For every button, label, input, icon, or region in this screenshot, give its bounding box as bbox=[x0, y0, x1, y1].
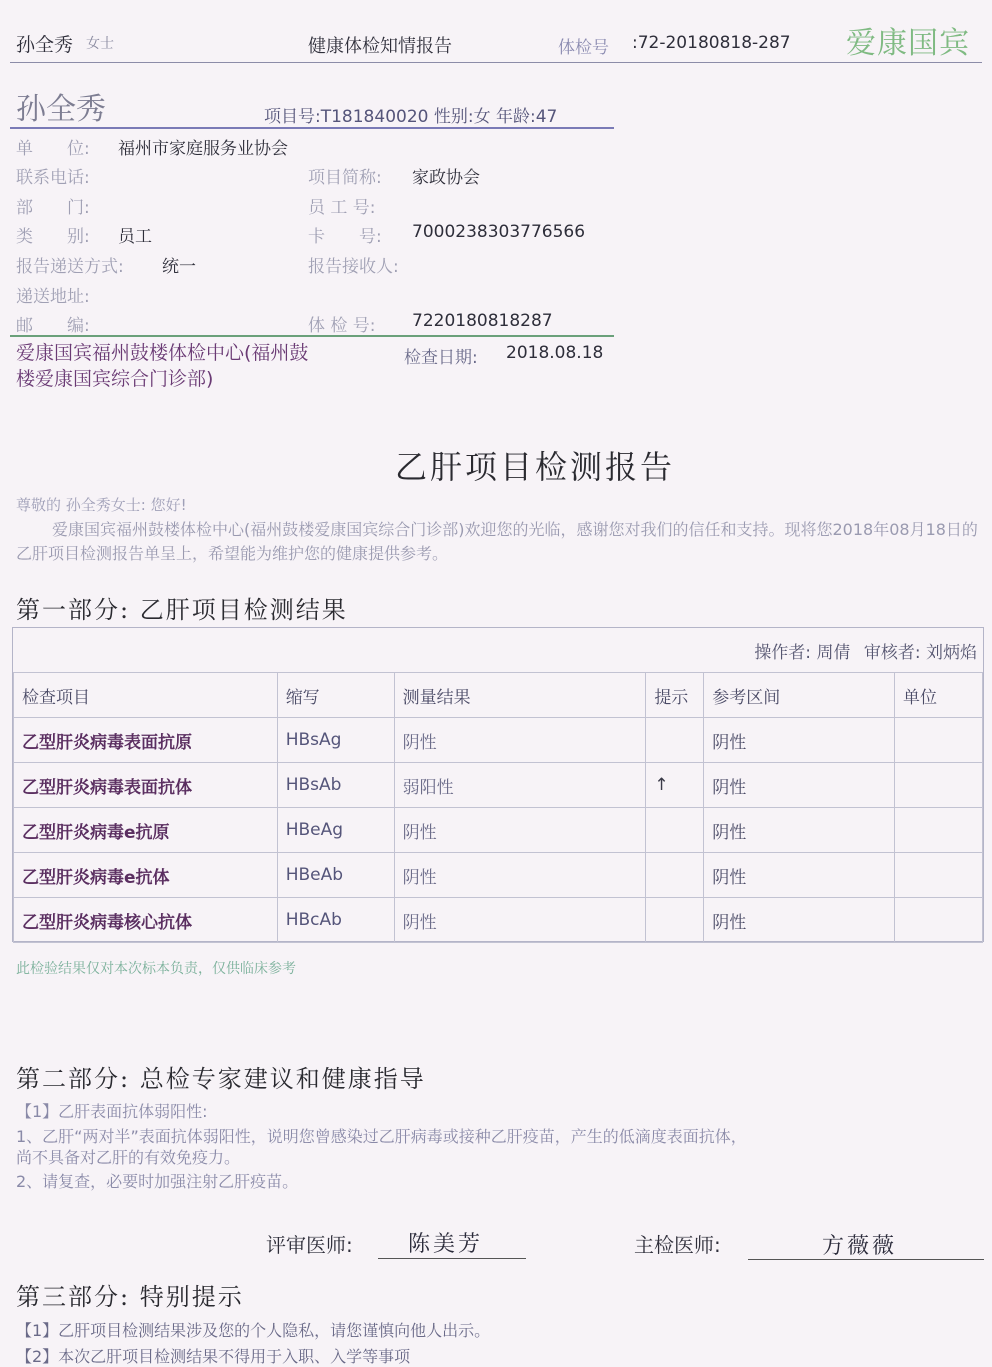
col-header-result: 测量结果 bbox=[394, 673, 646, 718]
operator-info bbox=[746, 638, 977, 663]
cell-abbr: HBeAb bbox=[277, 853, 394, 898]
cell-abbr: HBsAg bbox=[277, 718, 394, 763]
header-exam-no-label: 体检号 bbox=[558, 38, 609, 58]
cell-unit bbox=[895, 853, 983, 898]
results-table-box bbox=[12, 627, 984, 942]
notice-item-2: 【2】本次乙肝项目检测结果不得用于入职、入学等事项 bbox=[16, 1347, 411, 1366]
patient-meta: 项目号:T181840020 性别:女 年龄:47 bbox=[264, 107, 558, 127]
table-row bbox=[14, 853, 983, 898]
patient-name-underline bbox=[10, 127, 614, 129]
cell-abbr: HBcAb bbox=[277, 898, 394, 943]
col-header-item: 检查项目 bbox=[14, 673, 278, 718]
advice-line-3: 2、请复查，必要时加强注射乙肝疫苗。 bbox=[16, 1172, 299, 1191]
table-row bbox=[14, 718, 983, 763]
header-exam-no: :72-20180818-287 bbox=[632, 33, 791, 53]
cell-item: 乙型肝炎病毒表面抗体 bbox=[14, 763, 278, 808]
header-divider bbox=[10, 62, 982, 63]
cell-hint bbox=[646, 898, 704, 943]
table-row bbox=[14, 808, 983, 853]
col-header-unit: 单位 bbox=[895, 673, 983, 718]
phone-label: 联系电话: bbox=[16, 168, 90, 188]
reviewer: 审核者: 刘炳焰 bbox=[863, 643, 977, 663]
cell-ref: 阴性 bbox=[704, 853, 895, 898]
brand-logo: 爱康国宾 bbox=[846, 26, 970, 61]
results-table bbox=[13, 672, 983, 943]
patient-info-divider bbox=[10, 335, 614, 337]
reviewer-signature-line bbox=[378, 1258, 526, 1259]
cell-item: 乙型肝炎病毒表面抗原 bbox=[14, 718, 278, 763]
advice-heading: 【1】乙肝表面抗体弱阳性: bbox=[16, 1102, 208, 1121]
exam-center-name: 爱康国宾福州鼓楼体检中心(福州鼓楼爱康国宾综合门诊部) bbox=[16, 342, 309, 390]
cell-item: 乙型肝炎病毒e抗原 bbox=[14, 808, 278, 853]
cell-ref: 阴性 bbox=[704, 898, 895, 943]
table-row bbox=[14, 898, 983, 943]
col-header-hint: 提示 bbox=[646, 673, 704, 718]
report-title: 乙肝项目检测报告 bbox=[394, 448, 675, 486]
greeting: 尊敬的 孙全秀女士: 您好! bbox=[16, 496, 187, 514]
postcode-label: 邮 编: bbox=[16, 316, 90, 336]
delivery-method-label: 报告递送方式: bbox=[16, 257, 124, 277]
cell-result: 阴性 bbox=[394, 853, 646, 898]
part1-title: 第一部分: 乙肝项目检测结果 bbox=[16, 596, 348, 624]
employee-no-label: 员 工 号: bbox=[308, 198, 376, 218]
cell-item: 乙型肝炎病毒e抗体 bbox=[14, 853, 278, 898]
cell-result: 阴性 bbox=[394, 808, 646, 853]
header-name: 孙全秀 bbox=[16, 34, 74, 56]
col-header-abbr: 缩写 bbox=[277, 673, 394, 718]
col-header-ref: 参考区间 bbox=[704, 673, 895, 718]
cell-hint bbox=[646, 718, 704, 763]
cell-hint bbox=[646, 853, 704, 898]
exam-no-label: 体 检 号: bbox=[308, 316, 376, 336]
patient-name: 孙全秀 bbox=[16, 92, 106, 127]
chief-doctor-label: 主检医师: bbox=[634, 1233, 721, 1257]
exam-date-label: 检查日期: bbox=[404, 348, 478, 368]
recipient-label: 报告接收人: bbox=[308, 257, 399, 277]
cell-result: 阴性 bbox=[394, 718, 646, 763]
exam-date-value: 2018.08.18 bbox=[506, 343, 604, 363]
cell-result: 阴性 bbox=[394, 898, 646, 943]
chief-signature-line bbox=[748, 1259, 984, 1260]
cell-ref: 阴性 bbox=[704, 718, 895, 763]
operator: 操作者: 周倩 bbox=[754, 643, 851, 663]
part3-title: 第三部分: 特别提示 bbox=[16, 1283, 244, 1311]
delivery-address-label: 递送地址: bbox=[16, 287, 90, 307]
result-disclaimer: 此检验结果仅对本次标本负责，仅供临床参考 bbox=[16, 961, 296, 977]
cell-abbr: HBsAb bbox=[277, 763, 394, 808]
table-row bbox=[14, 763, 983, 808]
unit-value: 福州市家庭服务业协会 bbox=[118, 139, 288, 159]
card-no-label: 卡 号: bbox=[308, 227, 382, 247]
advice-line-2: 尚不具备对乙肝的有效免疫力。 bbox=[16, 1148, 241, 1167]
advice-line-1: 1、乙肝“两对半”表面抗体弱阳性，说明您曾感染过乙肝病毒或接种乙肝疫苗，产生的低滴度表面抗体， bbox=[16, 1127, 747, 1146]
cell-unit bbox=[895, 718, 983, 763]
category-label: 类 别: bbox=[16, 227, 90, 247]
header-title: 健康体检知情报告 bbox=[308, 36, 452, 57]
category-value: 员工 bbox=[118, 227, 152, 247]
project-short-value: 家政协会 bbox=[412, 168, 480, 188]
project-short-label: 项目简称: bbox=[308, 168, 382, 188]
cell-unit bbox=[895, 763, 983, 808]
exam-no-value: 7220180818287 bbox=[412, 311, 553, 331]
unit-label: 单 位: bbox=[16, 139, 90, 159]
cell-ref: 阴性 bbox=[704, 808, 895, 853]
cell-unit bbox=[895, 898, 983, 943]
delivery-method-value: 统一 bbox=[162, 257, 196, 277]
table-header-row bbox=[14, 673, 983, 718]
reviewer-doctor-signature: 陈美芳 bbox=[408, 1232, 484, 1257]
intro-paragraph: 爱康国宾福州鼓楼体检中心(福州鼓楼爱康国宾综合门诊部)欢迎您的光临，感谢您对我们的信任和支持。现将您2018年08月18日的乙肝项目检测报告单呈上，希望能为维护您的健康提供参考。 bbox=[16, 520, 978, 563]
card-no-value: 7000238303776566 bbox=[412, 222, 586, 242]
cell-unit bbox=[895, 808, 983, 853]
chief-doctor-signature: 方薇薇 bbox=[822, 1234, 898, 1259]
part2-title: 第二部分: 总检专家建议和健康指导 bbox=[16, 1065, 426, 1093]
cell-ref: 阴性 bbox=[704, 763, 895, 808]
cell-abbr: HBeAg bbox=[277, 808, 394, 853]
department-label: 部 门: bbox=[16, 198, 90, 218]
cell-result: 弱阳性 bbox=[394, 763, 646, 808]
cell-hint-arrow-up-icon: ↑ bbox=[646, 763, 704, 808]
notice-item-1: 【1】乙肝项目检测结果涉及您的个人隐私，请您谨慎向他人出示。 bbox=[16, 1321, 491, 1340]
cell-hint bbox=[646, 808, 704, 853]
cell-item: 乙型肝炎病毒核心抗体 bbox=[14, 898, 278, 943]
reviewer-doctor-label: 评审医师: bbox=[266, 1233, 353, 1257]
header-gender: 女士 bbox=[86, 36, 114, 52]
